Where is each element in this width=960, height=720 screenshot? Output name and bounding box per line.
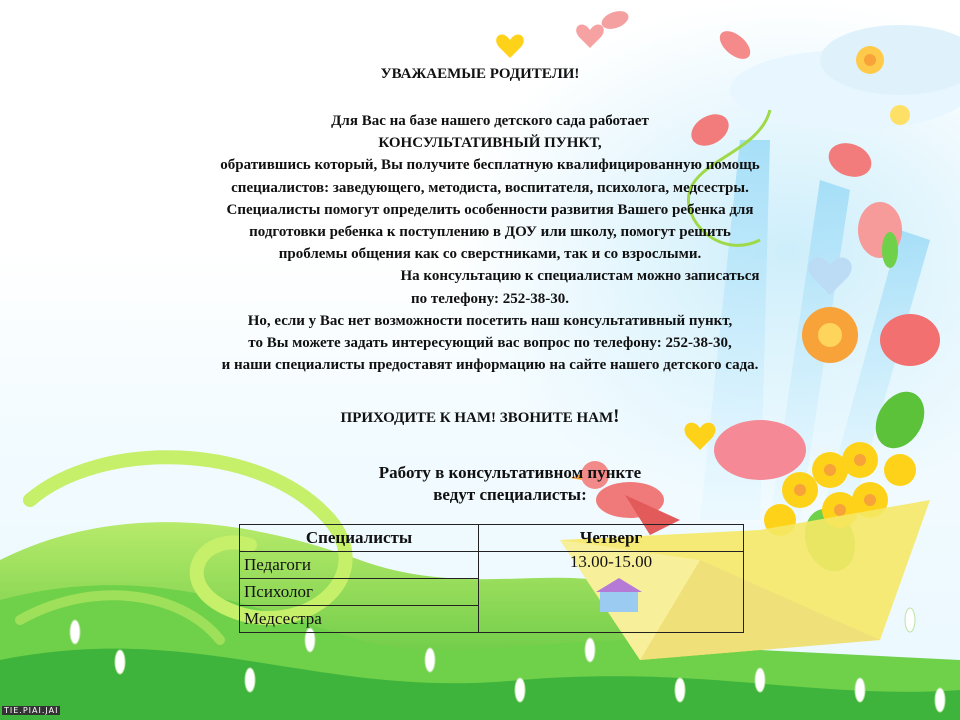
body-line: по телефону: 252-38-30. xyxy=(411,290,569,307)
body-line: КОНСУЛЬТАТИВНЫЙ ПУНКТ, xyxy=(378,135,602,152)
call-to-action xyxy=(0,406,960,428)
table-header-row xyxy=(240,525,744,552)
body-line: Для Вас на базе нашего детского сада работает xyxy=(331,113,649,129)
subtitle-line: ведут специалисты: xyxy=(433,485,587,504)
body-line: Специалисты помогут определить особенности развития Вашего ребенка для xyxy=(226,201,754,218)
column-header-thursday: Четверг xyxy=(479,525,744,552)
specialists-subtitle xyxy=(260,462,760,506)
body-line: Но, если у Вас нет возможности посетить наш консультативный пункт, xyxy=(247,312,733,329)
body-line: подготовки ребенка к поступлению в ДОУ или школу, помогут решить xyxy=(249,224,731,241)
call-to-action-mark: ! xyxy=(613,406,620,427)
subtitle-line: Работу в консультативном пункте xyxy=(378,463,642,482)
body-line: то Вы можете задать интересующий вас вопрос по телефону: 252-38-30, xyxy=(248,335,732,352)
schedule-table xyxy=(239,524,744,633)
body-line: обратившись который, Вы получите бесплатную квалифицированную помощь xyxy=(220,157,760,174)
specialist-cell: Медсестра xyxy=(240,606,479,633)
body-line: проблемы общения как со сверстниками, так и со взрослыми. xyxy=(278,246,702,263)
specialist-cell: Психолог xyxy=(240,579,479,606)
table-row xyxy=(240,552,744,579)
body-line: На консультацию к специалистам можно записаться xyxy=(400,268,760,285)
time-cell: 13.00-15.00 xyxy=(479,552,744,633)
body-line: и наши специалисты предоставят информацию на сайте нашего детского сада. xyxy=(221,357,759,374)
column-header-specialists: Специалисты xyxy=(240,525,479,552)
body-line: специалистов: заведующего, методиста, воспитателя, психолога, медсестры. xyxy=(231,179,749,196)
specialist-cell: Педагоги xyxy=(240,552,479,579)
call-to-action-text: ПРИХОДИТЕ К НАМ! ЗВОНИТЕ НАМ xyxy=(340,410,614,426)
announcement-text xyxy=(100,110,880,376)
watermark: TIE.PIAI.JAI xyxy=(4,706,59,715)
heading: УВАЖАЕМЫЕ РОДИТЕЛИ! xyxy=(380,66,580,82)
